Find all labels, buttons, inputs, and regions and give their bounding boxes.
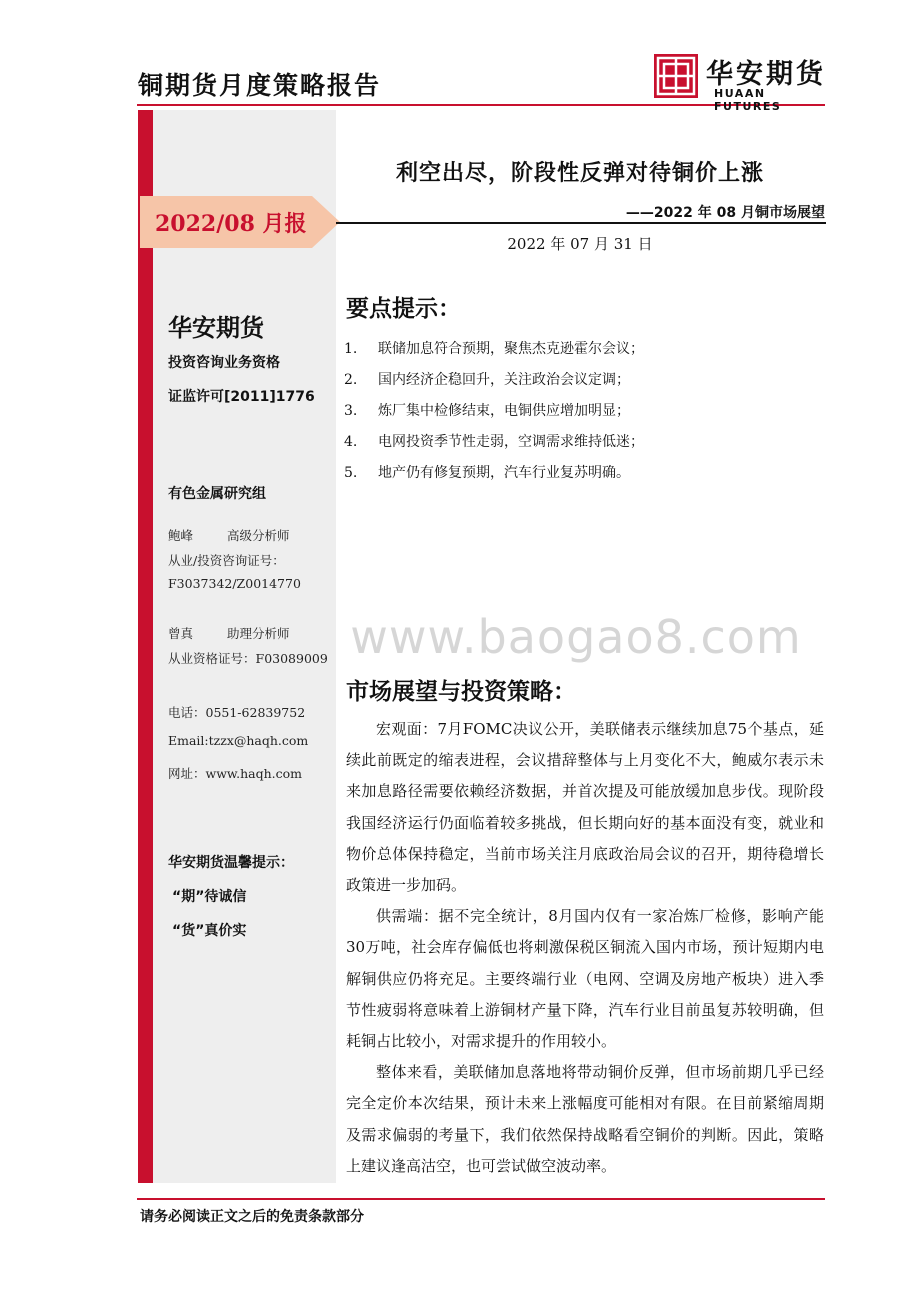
qualification: 投资咨询业务资格 (168, 355, 280, 371)
paragraph-conclusion: 整体来看，美联储加息落地将带动铜价反弹，但市场前期几乎已经完全定价本次结果，预计未来上涨幅度可能相对有限。在目前紧缩周期及需求偏弱的考量下，我们依然保持战略看空铜价的判断。因此，策略上建议逢高沽空，也可尝试做空波动率。 (346, 1063, 824, 1175)
contact-email[interactable]: Email:tzzx@haqh.com (168, 733, 309, 748)
paragraph-supply-demand: 供需端：据不完全统计，8月国内仅有一家冶炼厂检修，影响产能30万吨，社会库存偏低也将刺激保税区铜流入国内市场，预计短期内电解铜供应仍将充足。主要终端行业（电网、空调及房地产板块）进入季节性疲弱将意味着上游铜材产量下降，汽车行业目前虽复苏较明确，但耗铜占比较小，对需求提升的作用较小。 (346, 907, 824, 1051)
document-subtitle: ——2022 年 08 月铜市场展望 (625, 205, 825, 221)
analyst-title: 助理分析师 (226, 626, 290, 641)
analyst-title: 高级分析师 (226, 528, 290, 543)
research-group: 有色金属研究组 (168, 486, 266, 502)
key-point-item (344, 462, 630, 482)
key-point-number: 1. (344, 341, 358, 357)
footer-divider (137, 1198, 825, 1200)
disclaimer-note: 请务必阅读正文之后的免责条款部分 (140, 1209, 364, 1225)
key-point-item (344, 431, 644, 451)
document-date: 2022 年 07 月 31 日 (507, 235, 653, 253)
analyst-2 (168, 624, 290, 642)
report-tag: 2022/08 月报 (155, 211, 307, 237)
key-point-text: 地产仍有修复预期，汽车行业复苏明确。 (378, 465, 630, 481)
analyst-cert-label: 从业资格证号： (168, 651, 256, 666)
license-number: 证监许可[2011]1776 (168, 389, 315, 405)
analyst-name: 鲍峰 (168, 528, 194, 543)
analyst-cert-label: 从业/投资咨询证号： (168, 553, 285, 568)
logo-chinese-name: 华安期货 (706, 59, 826, 90)
analyst-cert (168, 649, 328, 667)
watermark: www.baogao8.com (350, 610, 802, 664)
key-point-text: 炼厂集中检修结束，电铜供应增加明显； (378, 403, 630, 419)
report-series-title: 铜期货月度策略报告 (138, 71, 382, 100)
key-point-text: 国内经济企稳回升，关注政治会议定调； (378, 372, 630, 388)
title-divider (336, 222, 826, 224)
key-point-text: 电网投资季节性走弱，空调需求维持低迷； (378, 434, 644, 450)
key-point-number: 3. (344, 403, 358, 419)
logo-mark-icon (654, 54, 698, 98)
key-point-text: 联储加息符合预期，聚焦杰克逊霍尔会议； (378, 341, 644, 357)
tip-line: “货”真价实 (172, 923, 247, 939)
tips-title: 华安期货温馨提示： (168, 855, 294, 871)
document-title: 利空出尽，阶段性反弹对待铜价上涨 (395, 161, 764, 186)
key-point-item (344, 400, 630, 420)
analyst-name: 曾真 (168, 626, 194, 641)
analyst-1 (168, 526, 290, 544)
key-points-heading: 要点提示： (346, 296, 461, 322)
analyst-cert: F3037342/Z0014770 (168, 576, 301, 591)
key-point-number: 2. (344, 372, 358, 388)
paragraph-macro: 宏观面：7月FOMC决议公开，美联储表示继续加息75个基点，延续此前既定的缩表进程，会议措辞整体与上月变化不大，鲍威尔表示未来加息路径需要依赖经济数据，并首次提及可能放缓加息步伐。现阶段我国经济运行仍面临着较多挑战，但长期向好的基本面没有变，就业和物价总体保持稳定，当前市场关注月底政治局会议的召开，期待稳增长政策进一步加码。 (346, 720, 824, 895)
contact-phone: 电话：0551-62839752 (168, 705, 306, 720)
company-logo (654, 54, 829, 113)
analyst-cert-number: F03089009 (255, 651, 328, 666)
key-point-number: 5. (344, 465, 358, 481)
outlook-heading: 市场展望与投资策略： (346, 679, 576, 705)
logo-english-name: HUAAN FUTURES (714, 87, 782, 113)
sidebar-accent-stripe (138, 110, 153, 1183)
key-point-item (344, 338, 644, 358)
key-point-item (344, 369, 630, 389)
contact-website[interactable]: 网址：www.haqh.com (168, 766, 302, 781)
outlook-body (346, 714, 824, 1182)
sidebar-panel (138, 110, 336, 1183)
key-point-number: 4. (344, 434, 358, 450)
tip-line: “期”待诚信 (172, 889, 247, 905)
firm-name: 华安期货 (168, 314, 264, 342)
